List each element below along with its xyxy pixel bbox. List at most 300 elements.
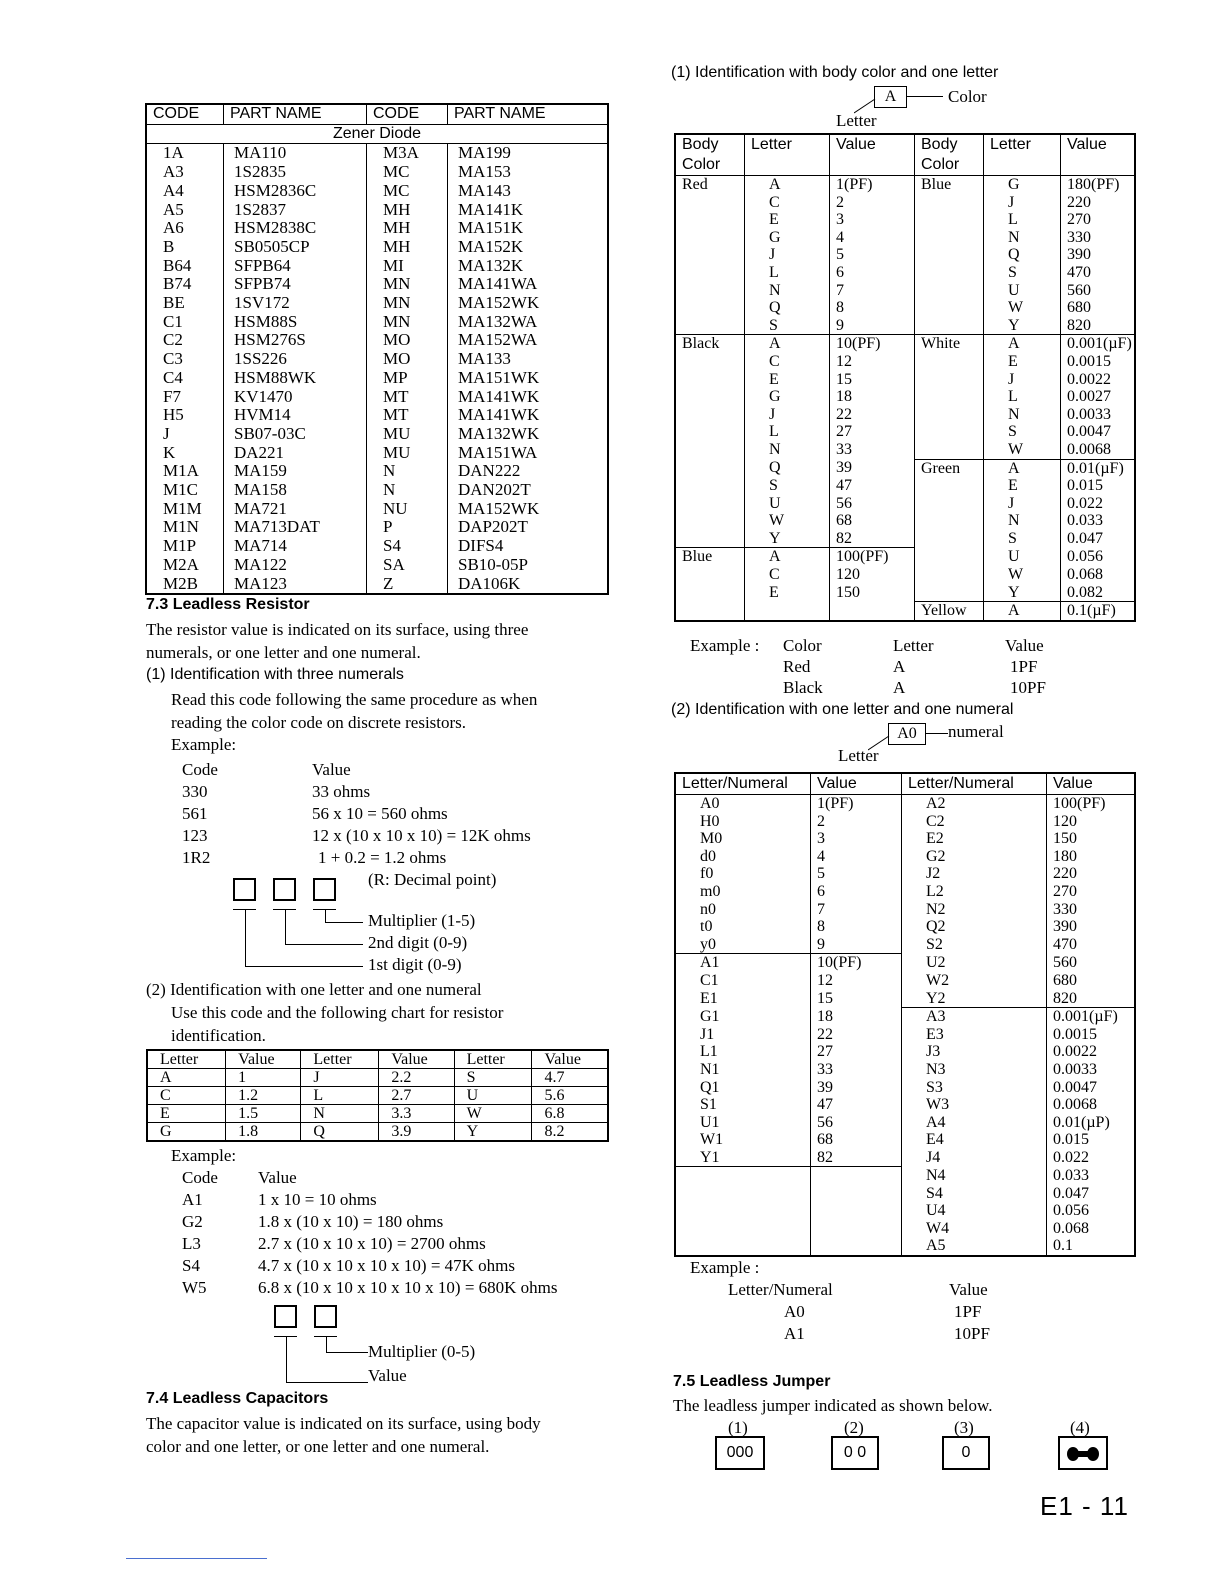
example1-row bbox=[182, 781, 371, 803]
body-color-cell bbox=[675, 441, 745, 459]
jumper-heading: 7.5 Leadless Jumper bbox=[673, 1373, 831, 1390]
resistor-sub1-line: Read this code following the same procedure as when bbox=[171, 690, 538, 709]
capacitor-color-row bbox=[675, 459, 1135, 477]
parts-row bbox=[146, 238, 608, 257]
value-cell: 0.0022 bbox=[1053, 1043, 1097, 1061]
body-color-cell bbox=[675, 495, 745, 513]
parts-table-body bbox=[146, 144, 608, 594]
parts-table-header bbox=[146, 104, 608, 124]
value-cell: 0.033 bbox=[1053, 1166, 1089, 1184]
capacitor-letter-numeral-row bbox=[675, 936, 1135, 954]
capacitor-letter-numeral-row bbox=[675, 1043, 1135, 1061]
letter-numeral-cell: U1 bbox=[675, 1114, 811, 1132]
page-number: E1 - 11 bbox=[1040, 1491, 1129, 1521]
parts-cell-code: MN bbox=[367, 275, 448, 294]
letter-numeral-cell: A1 bbox=[675, 954, 811, 972]
parts-cell-part-name: 1SS226 bbox=[224, 350, 367, 369]
capacitor-color-row bbox=[675, 566, 1135, 584]
value-cell: 0.0022 bbox=[1067, 370, 1111, 388]
body-color-cell bbox=[675, 317, 745, 335]
body-color-cell bbox=[915, 441, 984, 459]
value-cell: 0.1 bbox=[1053, 1237, 1073, 1255]
parts-cell-code: 1A bbox=[146, 144, 224, 163]
letter-numeral-cell: G1 bbox=[675, 1008, 811, 1026]
capacitor-color-row bbox=[675, 176, 1135, 194]
letter-numeral-cell: H0 bbox=[675, 813, 811, 831]
parts-cell-code: J bbox=[146, 425, 224, 444]
letter-cell: A bbox=[984, 335, 1061, 353]
letter-cell: Q bbox=[745, 299, 830, 317]
parts-cell-part-name: MA151WA bbox=[458, 442, 538, 462]
parts-cell-part-name: MA152K bbox=[458, 236, 524, 256]
example2-rows bbox=[182, 1189, 558, 1299]
value-cell: 9 bbox=[830, 317, 915, 335]
parts-cell-part-name: HSM276S bbox=[224, 331, 367, 350]
letter-cell: J bbox=[745, 246, 830, 264]
cap-example1-color: Black bbox=[783, 678, 823, 697]
value-cell: 7 bbox=[830, 282, 915, 300]
value-cell: 5.6 bbox=[532, 1087, 608, 1105]
parts-cell-part-name: MA153 bbox=[458, 162, 511, 182]
value-cell: 220 bbox=[1067, 193, 1091, 211]
example2-value-header: Value bbox=[258, 1168, 297, 1187]
zener-diode-row bbox=[146, 124, 608, 144]
letter-cell: L bbox=[984, 388, 1061, 406]
parts-cell-code: K bbox=[146, 444, 224, 463]
second-digit-label: 2nd digit (0-9) bbox=[368, 933, 468, 952]
value-cell: 56 bbox=[830, 495, 915, 513]
parts-cell-part-name: MA158 bbox=[224, 481, 367, 500]
digit-box bbox=[233, 878, 256, 901]
parts-cell-code: M1N bbox=[146, 518, 224, 537]
value-cell: 1(PF) bbox=[811, 795, 902, 813]
capacitor-color-row bbox=[675, 602, 1135, 621]
value-cell: 180(PF) bbox=[1067, 176, 1120, 193]
value-cell: 680 bbox=[1053, 971, 1077, 989]
letter-numeral-cell: W4 bbox=[902, 1220, 1047, 1238]
value-label: Value bbox=[368, 1366, 407, 1385]
capacitor-color-row bbox=[675, 282, 1135, 300]
value-cell: 0.068 bbox=[1053, 1219, 1089, 1237]
parts-cell-part-name: MA143 bbox=[458, 180, 511, 200]
parts-cell-part-name: SB10-05P bbox=[458, 554, 528, 574]
parts-row bbox=[146, 425, 608, 444]
capacitor-color-row bbox=[675, 371, 1135, 389]
body-color-cell: Blue bbox=[675, 548, 745, 566]
example2-row bbox=[182, 1211, 444, 1233]
letter-cell: E bbox=[984, 477, 1061, 495]
body-color-cell bbox=[675, 512, 745, 530]
example1-rows bbox=[182, 781, 531, 869]
capacitor-diagram-1 bbox=[836, 84, 1040, 132]
parts-cell-code: A4 bbox=[146, 182, 224, 201]
body-color-cell bbox=[915, 194, 984, 212]
letter-cell: W bbox=[984, 299, 1061, 317]
body-color-cell bbox=[675, 477, 745, 495]
body-color-cell bbox=[915, 423, 984, 441]
parts-cell-code: B64 bbox=[146, 257, 224, 276]
parts-cell-part-name: MA132K bbox=[458, 255, 524, 275]
value-cell bbox=[830, 602, 915, 621]
value-cell: 18 bbox=[811, 1008, 902, 1026]
letter-cell: A bbox=[147, 1069, 226, 1087]
body-color-cell bbox=[915, 282, 984, 300]
example2-value: 1.8 x (10 x 10) = 180 ohms bbox=[258, 1212, 444, 1231]
header-letter: Letter bbox=[301, 1050, 379, 1069]
value-cell: 0.0027 bbox=[1067, 388, 1111, 406]
value-cell: 5 bbox=[830, 246, 915, 264]
cap-example1-label: Example : bbox=[690, 636, 760, 655]
letter-numeral-cell: J4 bbox=[902, 1149, 1047, 1167]
parts-cell-code: P bbox=[367, 518, 448, 537]
capacitor-example1 bbox=[690, 635, 1046, 698]
capacitor-color-row bbox=[675, 441, 1135, 459]
parts-cell-code: MC bbox=[367, 163, 448, 182]
letter-cell: N bbox=[984, 229, 1061, 247]
parts-cell-part-name: 1S2837 bbox=[224, 201, 367, 220]
body-color-cell: Green bbox=[915, 459, 984, 477]
example2-row bbox=[182, 1189, 377, 1211]
capacitor-letter-numeral-header bbox=[675, 773, 1135, 795]
parts-cell-code: NU bbox=[367, 500, 448, 519]
header-body-color: Body Color bbox=[675, 134, 745, 176]
letter-cell: A bbox=[745, 176, 830, 194]
value-cell: 0.015 bbox=[1067, 477, 1103, 495]
value-cell: 33 bbox=[830, 441, 915, 459]
capacitor-letter-numeral-row bbox=[675, 990, 1135, 1008]
value-cell: 0.001(µF) bbox=[1047, 1008, 1136, 1026]
parts-row bbox=[146, 182, 608, 201]
resistor-letter-row bbox=[147, 1069, 608, 1087]
capacitor-letter-numeral-row bbox=[675, 901, 1135, 919]
example1-code-header: Code bbox=[182, 760, 218, 779]
jumper-link-icon bbox=[1066, 1444, 1100, 1464]
body-color-cell bbox=[915, 264, 984, 282]
resistor-intro-line: numerals, or one letter and one numeral. bbox=[146, 642, 421, 662]
digit-box bbox=[314, 1305, 337, 1328]
value-cell: 820 bbox=[1067, 316, 1091, 334]
parts-cell-part-name: HVM14 bbox=[224, 406, 367, 425]
jumper-num-4: (4) bbox=[1070, 1418, 1090, 1437]
example1-row bbox=[182, 803, 448, 825]
capacitor-color-row bbox=[675, 423, 1135, 441]
body-color-cell bbox=[915, 299, 984, 317]
capacitor-example2 bbox=[728, 1279, 990, 1345]
value-cell: 0.0047 bbox=[1067, 423, 1111, 441]
parts-cell-part-name: KV1470 bbox=[224, 388, 367, 407]
parts-cell-code: H5 bbox=[146, 406, 224, 425]
cap-example1-value-header: Value bbox=[1005, 636, 1044, 655]
body-color-cell bbox=[915, 388, 984, 406]
numeral-label: numeral bbox=[948, 722, 1004, 741]
letter-cell: E bbox=[745, 211, 830, 229]
letter-numeral-cell: G2 bbox=[902, 848, 1047, 866]
parts-cell-code: C3 bbox=[146, 350, 224, 369]
parts-cell-code: Z bbox=[367, 575, 448, 595]
cap-example1-value: 10PF bbox=[1010, 678, 1046, 697]
header-value: Value bbox=[226, 1050, 301, 1069]
resistor-intro bbox=[146, 619, 528, 664]
value-cell: 0.0047 bbox=[1053, 1078, 1097, 1096]
value-cell: 6 bbox=[811, 883, 902, 901]
letter-cell: E bbox=[745, 584, 830, 602]
digit-box bbox=[313, 878, 336, 901]
letter-numeral-cell: E4 bbox=[902, 1131, 1047, 1149]
parts-row bbox=[146, 369, 608, 388]
value-cell bbox=[811, 1167, 902, 1185]
parts-row bbox=[146, 556, 608, 575]
capacitor-color-row bbox=[675, 194, 1135, 212]
example2-header bbox=[182, 1167, 297, 1189]
header-value: Value bbox=[379, 1050, 454, 1069]
parts-cell-code: BE bbox=[146, 294, 224, 313]
parts-cell-part-name: MA122 bbox=[224, 556, 367, 575]
cap-example2-value-header: Value bbox=[949, 1280, 988, 1299]
value-cell: 0.015 bbox=[1053, 1131, 1089, 1149]
parts-cell-part-name: DIFS4 bbox=[458, 536, 504, 556]
capacitor-letter-numeral-row bbox=[675, 954, 1135, 972]
capacitor-color-row bbox=[675, 548, 1135, 566]
letter-numeral-cell: N4 bbox=[902, 1167, 1047, 1185]
resistor-example2-label: Example: bbox=[171, 1146, 237, 1165]
value-cell: 15 bbox=[811, 990, 902, 1008]
capacitor-letter-numeral-row bbox=[675, 883, 1135, 901]
capacitor-letter-numeral-table bbox=[674, 772, 1136, 1257]
parts-cell-part-name: HSM2836C bbox=[224, 182, 367, 201]
letter-cell: A bbox=[745, 335, 830, 353]
example1-header bbox=[182, 759, 351, 781]
header-letter: Letter bbox=[147, 1050, 226, 1069]
capacitor-letter-numeral-row bbox=[675, 1237, 1135, 1256]
value-cell: 10(PF) bbox=[811, 954, 902, 972]
example1-value: 56 x 10 = 560 ohms bbox=[312, 804, 448, 823]
header-letter: Letter bbox=[454, 1050, 532, 1069]
value-cell: 0.056 bbox=[1067, 547, 1103, 565]
letter-numeral-cell: Y1 bbox=[675, 1149, 811, 1167]
letter-cell: Y bbox=[454, 1123, 532, 1142]
value-cell: 560 bbox=[1067, 281, 1091, 299]
parts-cell-part-name: DA106K bbox=[458, 573, 521, 593]
letter-numeral-cell: N1 bbox=[675, 1061, 811, 1079]
capacitor-letter-numeral-row bbox=[675, 1008, 1135, 1026]
value-cell: 18 bbox=[830, 388, 915, 406]
letter-numeral-cell: C1 bbox=[675, 972, 811, 990]
parts-cell-code: MH bbox=[367, 219, 448, 238]
value-cell: 0.0033 bbox=[1053, 1060, 1097, 1078]
capacitor-color-row bbox=[675, 353, 1135, 371]
parts-cell-code: M1M bbox=[146, 500, 224, 519]
letter-numeral-cell: L2 bbox=[902, 883, 1047, 901]
capacitor-letter-numeral-row bbox=[675, 918, 1135, 936]
letter-numeral-cell: Q2 bbox=[902, 918, 1047, 936]
multiplier-label: Multiplier (0-5) bbox=[368, 1342, 476, 1361]
body-color-cell bbox=[915, 353, 984, 371]
example1-code: 1R2 bbox=[182, 848, 211, 867]
letter-cell: E bbox=[147, 1105, 226, 1123]
parts-cell-part-name: MA159 bbox=[224, 462, 367, 481]
cap-example1-row bbox=[690, 656, 1038, 677]
letter-numeral-cell: E3 bbox=[902, 1026, 1047, 1044]
parts-cell-part-name: MA152WK bbox=[458, 293, 540, 313]
body-color-cell: White bbox=[915, 335, 984, 353]
capacitor-letter-numeral-row bbox=[675, 1061, 1135, 1079]
parts-cell-part-name: SB07-03C bbox=[224, 425, 367, 444]
letter-numeral-cell: A0 bbox=[675, 795, 811, 813]
value-cell: 390 bbox=[1053, 918, 1077, 936]
letter-numeral-cell bbox=[675, 1220, 811, 1238]
example1-value: 1 + 0.2 = 1.2 ohms bbox=[318, 848, 447, 867]
parts-cell-code: SA bbox=[367, 556, 448, 575]
letter-cell: L bbox=[745, 423, 830, 441]
value-cell: 100(PF) bbox=[1053, 795, 1106, 812]
letter-cell: J bbox=[984, 495, 1061, 513]
body-color-cell: Yellow bbox=[915, 602, 984, 621]
value-cell: 0.1(µF) bbox=[1061, 602, 1136, 621]
value-cell: 0.0015 bbox=[1067, 352, 1111, 370]
parts-cell-code: MO bbox=[367, 331, 448, 350]
resistor-example2 bbox=[182, 1167, 558, 1299]
value-cell: 15 bbox=[830, 371, 915, 389]
capacitor-letter-numeral-row bbox=[675, 1149, 1135, 1167]
cap-example1-color: Red bbox=[783, 657, 811, 676]
letter-cell: Q bbox=[301, 1123, 379, 1142]
letter-cell: J bbox=[984, 194, 1061, 212]
resistor-sub2-line: identification. bbox=[171, 1025, 266, 1045]
body-color-cell bbox=[675, 264, 745, 282]
capacitor-letter-numeral-row bbox=[675, 1131, 1135, 1149]
parts-row bbox=[146, 575, 608, 595]
body-color-cell bbox=[915, 566, 984, 584]
parts-row bbox=[146, 444, 608, 463]
letter-numeral-cell: U4 bbox=[902, 1202, 1047, 1220]
value-cell: 82 bbox=[811, 1149, 902, 1167]
letter-numeral-cell: A4 bbox=[902, 1114, 1047, 1132]
value-cell: 120 bbox=[830, 566, 915, 584]
value-cell: 4.7 bbox=[532, 1069, 608, 1087]
value-cell bbox=[811, 1185, 902, 1203]
letter-numeral-cell: J1 bbox=[675, 1026, 811, 1044]
resistor-letter-table-body bbox=[147, 1069, 608, 1142]
parts-cell-code: N bbox=[367, 481, 448, 500]
value-cell bbox=[811, 1237, 902, 1256]
capacitor-color-row bbox=[675, 530, 1135, 548]
body-color-cell bbox=[675, 459, 745, 477]
parts-cell-part-name: SFPB74 bbox=[224, 275, 367, 294]
resistor-letter-row bbox=[147, 1123, 608, 1142]
cap-example2-value: 1PF bbox=[954, 1302, 982, 1321]
header-part-name: PART NAME bbox=[224, 104, 367, 124]
value-cell: 47 bbox=[811, 1096, 902, 1114]
letter-cell: W bbox=[745, 512, 830, 530]
capacitor-color-row bbox=[675, 317, 1135, 335]
body-color-cell bbox=[915, 477, 984, 495]
body-color-cell bbox=[915, 584, 984, 602]
parts-row bbox=[146, 201, 608, 220]
value-cell: 9 bbox=[811, 936, 902, 954]
capacitor-sub2: (2) Identification with one letter and one numeral bbox=[671, 701, 1014, 718]
value-cell: 4 bbox=[830, 229, 915, 247]
cap-example2-code: A0 bbox=[784, 1302, 805, 1321]
cap-example1-header bbox=[690, 635, 1044, 656]
parts-row bbox=[146, 313, 608, 332]
parts-cell-code: MU bbox=[367, 444, 448, 463]
letter-numeral-cell: N3 bbox=[902, 1061, 1047, 1079]
multiplier-label: Multiplier (1-5) bbox=[368, 911, 476, 930]
value-cell: 0.082 bbox=[1067, 583, 1103, 601]
example2-code: G2 bbox=[182, 1212, 203, 1231]
jumper-num-2: (2) bbox=[844, 1418, 864, 1437]
resistor-letter-table-header bbox=[147, 1050, 608, 1069]
cap-example2-row bbox=[728, 1323, 990, 1345]
parts-cell-part-name: MA152WK bbox=[458, 498, 540, 518]
letter-numeral-cell: S1 bbox=[675, 1096, 811, 1114]
letter-numeral-cell: f0 bbox=[675, 865, 811, 883]
letter-numeral-cell: Q1 bbox=[675, 1079, 811, 1097]
example2-code: A1 bbox=[182, 1190, 203, 1209]
cap-example1-letter: A bbox=[893, 657, 906, 676]
capacitor-color-row bbox=[675, 211, 1135, 229]
value-cell: 33 bbox=[811, 1061, 902, 1079]
letter-cell: N bbox=[745, 282, 830, 300]
letter-cell: C bbox=[745, 353, 830, 371]
parts-row bbox=[146, 257, 608, 276]
value-cell: 56 bbox=[811, 1114, 902, 1132]
letter-cell: U bbox=[454, 1087, 532, 1105]
value-cell: 27 bbox=[830, 423, 915, 441]
parts-row bbox=[146, 537, 608, 556]
value-cell: 8 bbox=[811, 918, 902, 936]
capacitor-color-row bbox=[675, 584, 1135, 602]
letter-numeral-cell: M0 bbox=[675, 830, 811, 848]
example2-value: 1 x 10 = 10 ohms bbox=[258, 1190, 377, 1209]
cap-example2-header bbox=[728, 1279, 988, 1301]
parts-cell-part-name: SFPB64 bbox=[224, 257, 367, 276]
body-color-cell bbox=[915, 406, 984, 424]
example2-code-header: Code bbox=[182, 1168, 218, 1187]
letter-cell: A bbox=[745, 548, 830, 566]
letter-cell: N bbox=[984, 512, 1061, 530]
parts-row bbox=[146, 275, 608, 294]
parts-cell-part-name: HSM88WK bbox=[224, 369, 367, 388]
jumper-box-1: 000 bbox=[715, 1436, 765, 1470]
body-color-cell bbox=[915, 317, 984, 335]
header-value: Value bbox=[1061, 134, 1136, 176]
parts-cell-part-name: SB0505CP bbox=[224, 238, 367, 257]
letter-cell: S bbox=[984, 264, 1061, 282]
value-cell: 10(PF) bbox=[830, 335, 915, 353]
letter-label: Letter bbox=[836, 111, 877, 130]
letter-cell: S bbox=[454, 1069, 532, 1087]
capacitor-color-row bbox=[675, 299, 1135, 317]
parts-row bbox=[146, 144, 608, 163]
example1-code: 123 bbox=[182, 826, 208, 845]
capacitor-letter-numeral-row bbox=[675, 1114, 1135, 1132]
body-color-cell bbox=[915, 371, 984, 389]
letter-cell: N bbox=[745, 441, 830, 459]
body-color-cell bbox=[675, 423, 745, 441]
capacitor-letter-numeral-row bbox=[675, 1096, 1135, 1114]
parts-cell-code: M1A bbox=[146, 462, 224, 481]
letter-numeral-cell: N2 bbox=[902, 901, 1047, 919]
letter-cell: S bbox=[745, 317, 830, 335]
letter-cell: U bbox=[745, 495, 830, 513]
parts-cell-part-name: DA221 bbox=[224, 444, 367, 463]
capacitor-color-row bbox=[675, 477, 1135, 495]
body-color-cell bbox=[915, 495, 984, 513]
header-value: Value bbox=[811, 773, 902, 795]
example1-value: 33 ohms bbox=[312, 782, 371, 801]
example2-code: S4 bbox=[182, 1256, 200, 1275]
